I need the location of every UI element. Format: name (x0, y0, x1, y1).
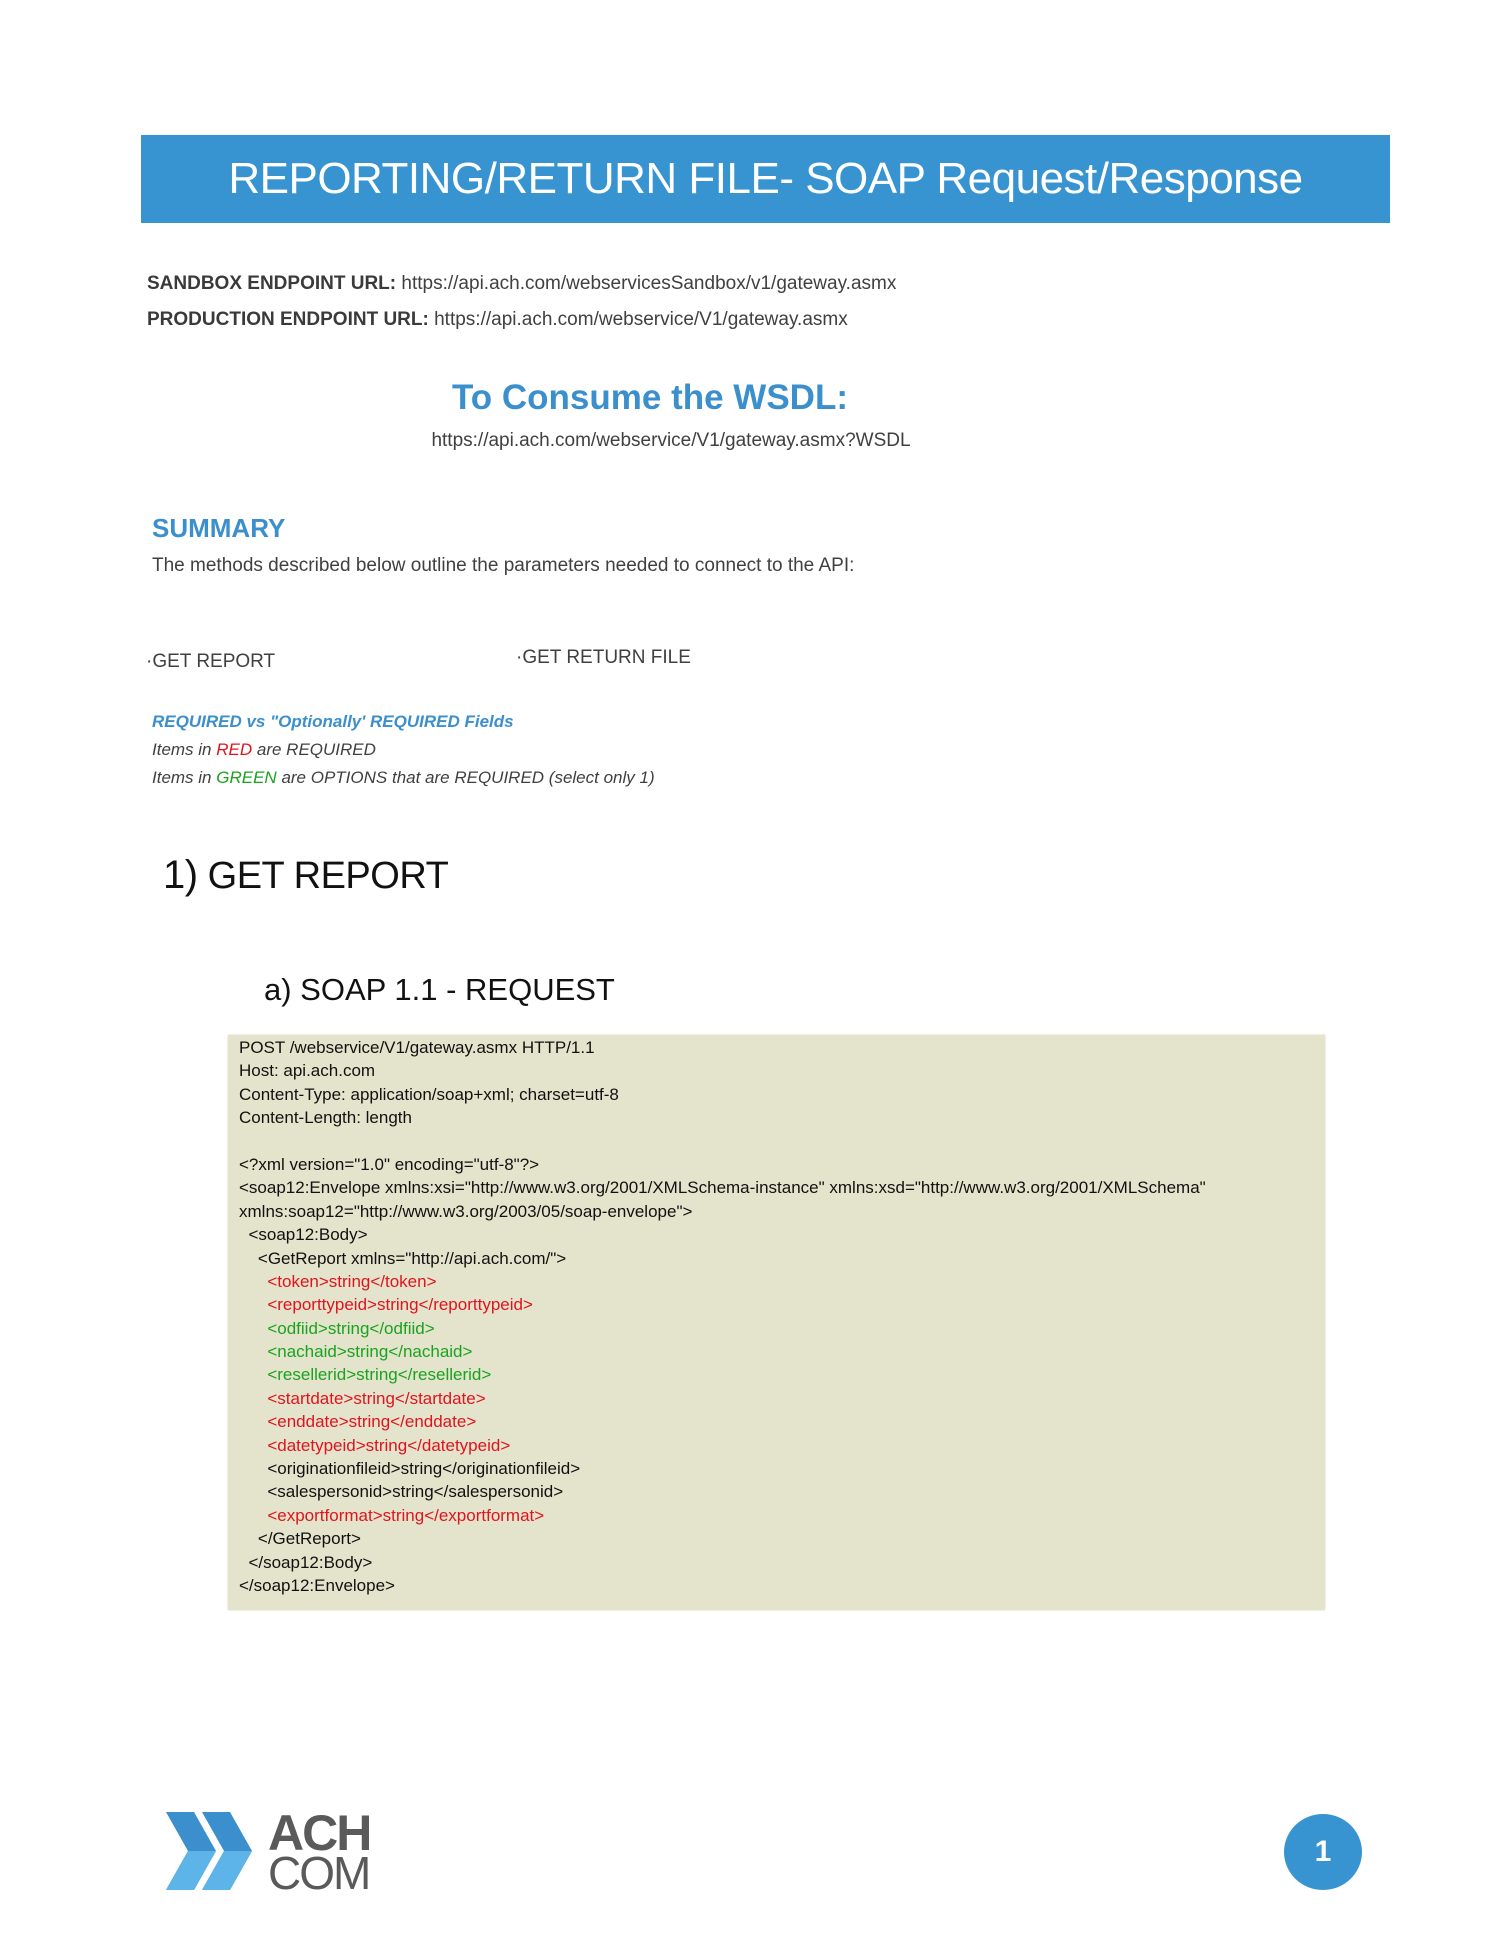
legend-red-prefix: Items in (152, 740, 217, 759)
logo-ach: ACH (268, 1805, 371, 1861)
document-title: REPORTING/RETURN FILE- SOAP Request/Response (228, 154, 1303, 203)
code-line: <resellerid>string</resellerid> (239, 1365, 492, 1385)
method-get-report: ·GET REPORT (146, 651, 276, 672)
legend-red-highlight: RED (216, 740, 253, 759)
legend-red-line (152, 740, 376, 760)
code-line: <exportformat>string</exportformat> (239, 1505, 545, 1525)
code-line: <token>string</token> (239, 1271, 437, 1291)
code-line: <datetypeid>string</datetypeid> (239, 1435, 511, 1455)
legend-green-suffix: are OPTIONS that are REQUIRED (select only 1) (276, 768, 655, 787)
code-line: <?xml version="1.0" encoding="utf-8"?> (239, 1154, 540, 1174)
logo-wordmark (268, 1805, 371, 1899)
page-number: 1 (1314, 1835, 1332, 1868)
code-line: <soap12:Envelope xmlns:xsi="http://www.w3.org/2001/XMLSchema-instance" xmlns:xsd="http://www.w3.org/2001/XMLSchema" (239, 1178, 1206, 1198)
summary-text: The methods described below outline the parameters needed to connect to the API: (152, 555, 855, 576)
required-fields-heading: REQUIRED vs "Optionally' REQUIRED Fields (152, 712, 514, 731)
code-line: <soap12:Body> (239, 1225, 368, 1245)
summary-heading: SUMMARY (152, 513, 286, 543)
code-line: Host: api.ach.com (239, 1061, 376, 1081)
code-line: <startdate>string</startdate> (239, 1388, 486, 1408)
method-get-return-file: ·GET RETURN FILE (516, 647, 691, 668)
code-line: <odfiid>string</odfiid> (239, 1318, 435, 1338)
subsection-heading-soap-request: a) SOAP 1.1 - REQUEST (264, 972, 615, 1007)
section-title: GET REPORT (207, 855, 449, 897)
title-banner (141, 135, 1390, 223)
wsdl-heading: To Consume the WSDL: (452, 378, 848, 417)
sandbox-endpoint-url: https://api.ach.com/webservicesSandbox/v1/gateway.asmx (401, 273, 897, 294)
code-line: <reporttypeid>string</reporttypeid> (239, 1295, 533, 1315)
code-line: xmlns:soap12="http://www.w3.org/2003/05/soap-envelope"> (239, 1201, 693, 1221)
sandbox-endpoint-label: SANDBOX ENDPOINT URL: (147, 273, 397, 294)
code-lines (239, 1036, 1206, 1597)
page-number-badge (1284, 1814, 1362, 1890)
section-heading-get-report (163, 853, 448, 898)
code-line: Content-Type: application/soap+xml; charset=utf-8 (239, 1084, 619, 1104)
logo-com: COM (268, 1847, 370, 1899)
legend-green-prefix: Items in (152, 768, 217, 787)
section-number: 1) (163, 853, 198, 897)
wsdl-url: https://api.ach.com/webservice/V1/gateway.asmx?WSDL (431, 430, 911, 451)
production-endpoint-url: https://api.ach.com/webservice/V1/gateway.asmx (434, 309, 848, 330)
production-endpoint-label: PRODUCTION ENDPOINT URL: (147, 309, 429, 330)
code-line: <GetReport xmlns="http://api.ach.com/"> (239, 1248, 567, 1268)
legend-green-line (152, 768, 655, 788)
code-line: </GetReport> (239, 1529, 361, 1549)
sandbox-endpoint (147, 273, 896, 295)
code-line (239, 1130, 1206, 1153)
code-line: <salespersonid>string</salespersonid> (239, 1482, 564, 1502)
soap-request-code-block (228, 1035, 1325, 1610)
legend-green-highlight: GREEN (216, 768, 277, 787)
code-line: <originationfileid>string</originationfileid> (239, 1459, 581, 1479)
code-line: <nachaid>string</nachaid> (239, 1342, 473, 1362)
code-line: </soap12:Envelope> (239, 1575, 395, 1595)
code-line: Content-Length: length (239, 1108, 412, 1128)
code-line: POST /webservice/V1/gateway.asmx HTTP/1.1 (239, 1038, 595, 1057)
legend-red-suffix: are REQUIRED (252, 740, 376, 759)
code-line: </soap12:Body> (239, 1552, 373, 1572)
production-endpoint (147, 309, 848, 331)
ach-com-logo (166, 1805, 376, 1899)
double-chevron-logo-icon (166, 1812, 266, 1890)
code-line: <enddate>string</enddate> (239, 1412, 477, 1432)
